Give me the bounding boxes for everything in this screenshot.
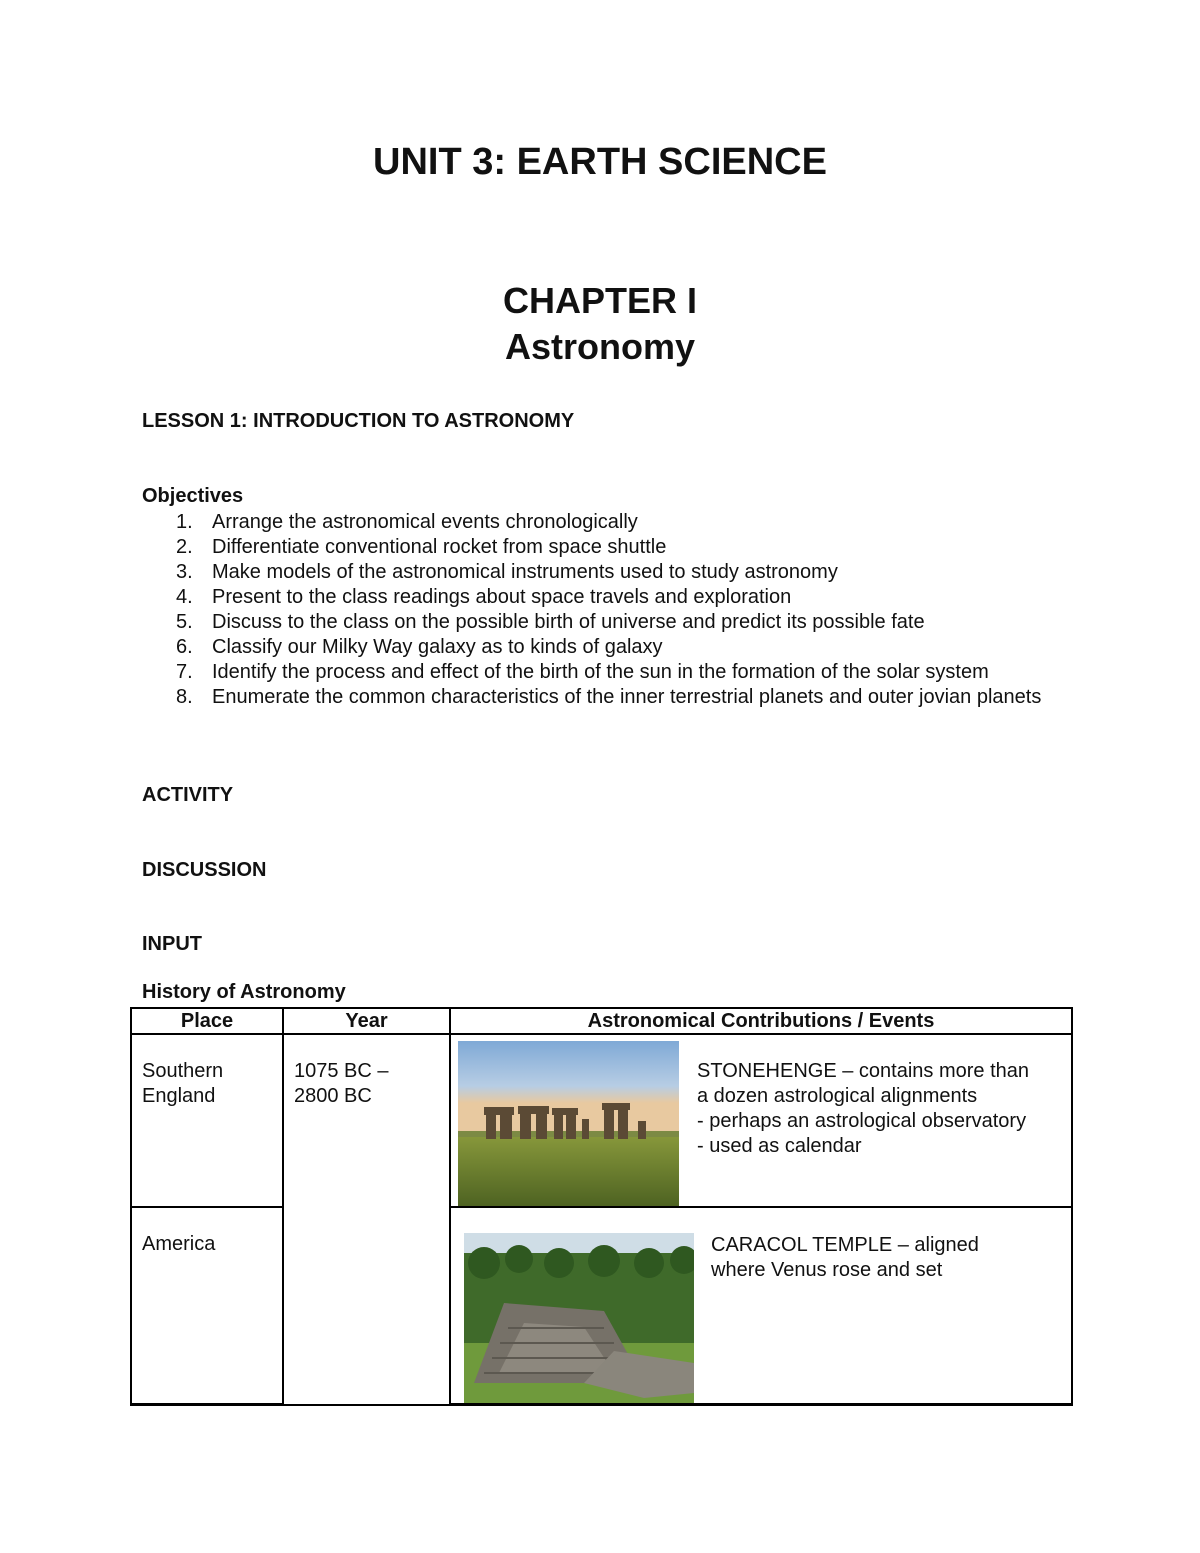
objective-text: Present to the class readings about space travels and exploration xyxy=(212,586,792,608)
stonehenge-image xyxy=(458,1041,679,1206)
objective-number: 4. xyxy=(176,586,193,608)
lesson-title: LESSON 1: INTRODUCTION TO ASTRONOMY xyxy=(142,410,575,432)
place-text: Southern xyxy=(142,1060,224,1082)
table-row xyxy=(131,1034,1072,1207)
event-description xyxy=(697,1059,1029,1159)
unit-title: UNIT 3: EARTH SCIENCE xyxy=(373,141,827,183)
event-cell xyxy=(450,1034,1072,1207)
history-heading: History of Astronomy xyxy=(142,981,346,1003)
place-text: America xyxy=(142,1233,216,1255)
table-row xyxy=(131,1207,1072,1405)
input-heading: INPUT xyxy=(142,933,202,955)
objective-number: 7. xyxy=(176,661,193,683)
objective-number: 5. xyxy=(176,611,193,633)
objective-number: 3. xyxy=(176,561,193,583)
place-cell xyxy=(131,1207,283,1405)
table-header-row xyxy=(131,1008,1072,1034)
objective-number: 6. xyxy=(176,636,193,658)
event-line: where Venus rose and set xyxy=(711,1259,943,1281)
objective-item xyxy=(142,635,1062,660)
event-line: - perhaps an astrological observatory xyxy=(697,1110,1027,1132)
chapter-heading xyxy=(0,278,1200,370)
history-table xyxy=(130,1007,1073,1406)
objective-text: Differentiate conventional rocket from space shuttle xyxy=(212,536,667,558)
objective-item xyxy=(142,610,1062,635)
objective-item xyxy=(142,585,1062,610)
objective-text: Classify our Milky Way galaxy as to kinds of galaxy xyxy=(212,636,663,658)
objective-item xyxy=(142,560,1062,585)
objectives-list xyxy=(142,510,1062,710)
event-line: a dozen astrological alignments xyxy=(697,1085,978,1107)
activity-heading: ACTIVITY xyxy=(142,784,234,806)
event-line: STONEHENGE – contains more than xyxy=(697,1060,1029,1082)
objective-number: 2. xyxy=(176,536,193,558)
column-header-place: Place xyxy=(131,1008,283,1034)
column-header-events: Astronomical Contributions / Events xyxy=(450,1008,1072,1034)
objective-item xyxy=(142,510,1062,535)
caracol-temple-image xyxy=(464,1233,694,1403)
objective-text: Enumerate the common characteristics of the inner terrestrial planets and outer jovian planets xyxy=(212,686,1042,708)
year-cell xyxy=(283,1034,450,1405)
event-line: CARACOL TEMPLE – aligned xyxy=(711,1234,979,1256)
event-description xyxy=(711,1233,979,1283)
objective-item xyxy=(142,685,1062,710)
year-text: 1075 BC – xyxy=(294,1060,389,1082)
discussion-heading: DISCUSSION xyxy=(142,859,267,881)
objective-number: 1. xyxy=(176,511,193,533)
objective-text: Discuss to the class on the possible birth of universe and predict its possible fate xyxy=(212,611,925,633)
objective-text: Arrange the astronomical events chronologically xyxy=(212,511,638,533)
column-header-year: Year xyxy=(283,1008,450,1034)
event-line: - used as calendar xyxy=(697,1135,862,1157)
chapter-number: CHAPTER I xyxy=(502,280,697,321)
year-text: 2800 BC xyxy=(294,1085,372,1107)
place-cell xyxy=(131,1034,283,1207)
objective-text: Make models of the astronomical instruments used to study astronomy xyxy=(212,561,838,583)
objective-text: Identify the process and effect of the birth of the sun in the formation of the solar system xyxy=(212,661,989,683)
objectives-heading: Objectives xyxy=(142,485,244,507)
event-cell xyxy=(450,1207,1072,1405)
objective-item xyxy=(142,660,1062,685)
objective-item xyxy=(142,535,1062,560)
place-text: England xyxy=(142,1085,216,1107)
objective-number: 8. xyxy=(176,686,193,708)
chapter-title: Astronomy xyxy=(504,326,696,367)
